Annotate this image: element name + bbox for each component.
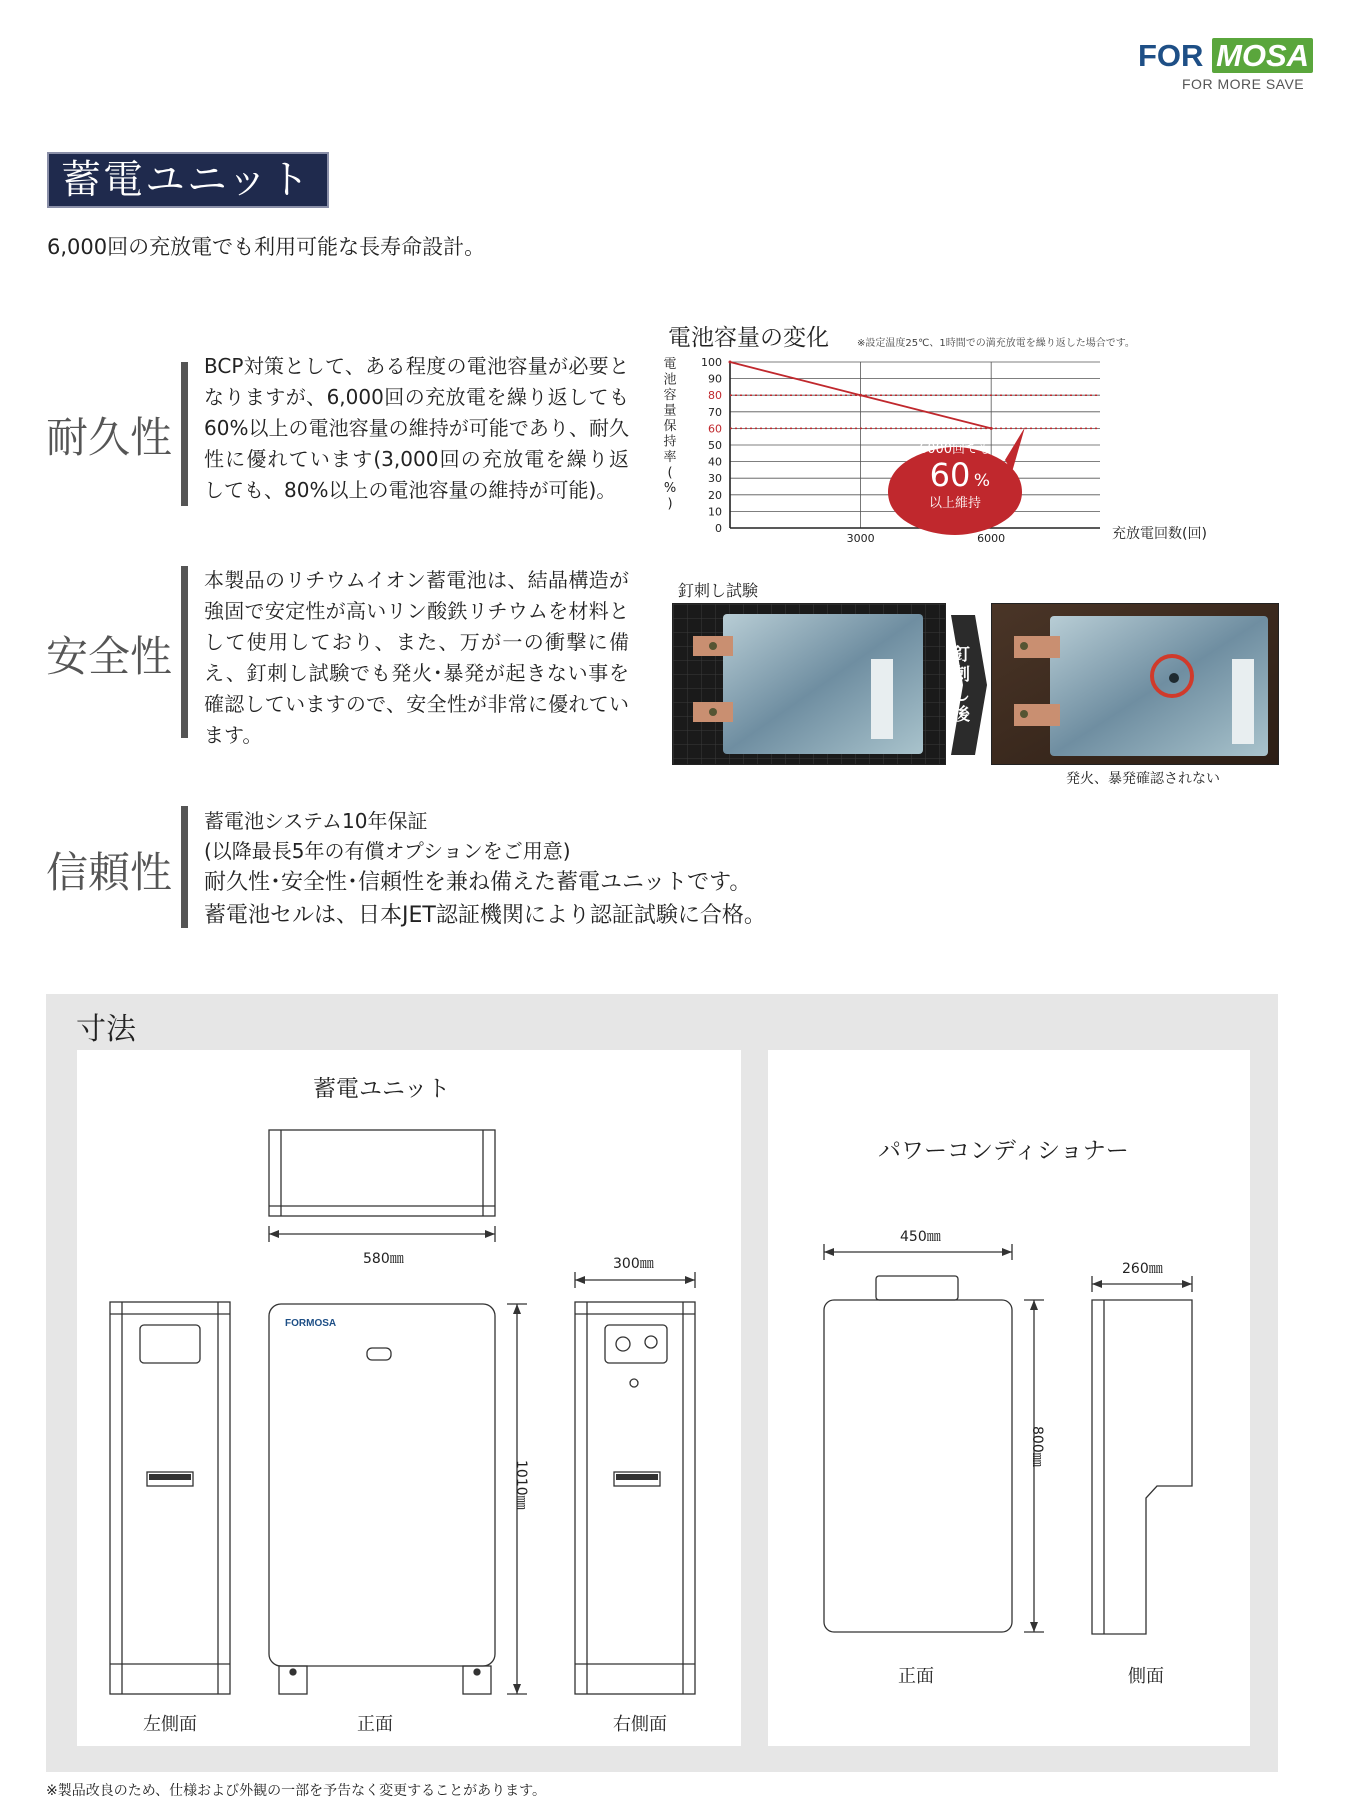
pcs-view-side: 側面 bbox=[1128, 1666, 1164, 1687]
feature-text-reliability bbox=[204, 806, 766, 932]
y-tick-label: 90 bbox=[708, 372, 722, 386]
battery-view-left: 左側面 bbox=[143, 1714, 197, 1735]
y-tick-label: 20 bbox=[708, 488, 722, 502]
pcs-view-front: 正面 bbox=[898, 1666, 934, 1687]
callout-value: 60 bbox=[929, 456, 971, 494]
nail-test-caption: 発火、暴発確認されない bbox=[1066, 771, 1220, 787]
reliability-line: (以降最長5年の有償オプションをご用意) bbox=[204, 839, 571, 863]
battery-view-front: 正面 bbox=[357, 1714, 393, 1735]
reliability-line: 蓄電池システム10年保証 bbox=[204, 809, 428, 833]
callout-unit: % bbox=[973, 471, 991, 491]
feature-divider bbox=[181, 566, 188, 738]
y-axis-label-char: 容 bbox=[663, 388, 677, 403]
x-tick-label: 6000 bbox=[977, 532, 1006, 545]
logo-wordmark bbox=[1138, 38, 1338, 74]
y-axis-label-char: 持 bbox=[663, 434, 677, 450]
y-tick-label: 100 bbox=[701, 356, 722, 369]
battery-depth-value: 300 bbox=[613, 1256, 640, 1272]
feature-text-durability: BCP対策として、ある程度の電池容量が必要となりますが、6,000回の充放電を繰り返しても60%以上の電池容量の維持が可能であり、耐久性に優れています(3,000回の充放電を繰り返しても、80%以上の電池容量の維持が可能)。 bbox=[204, 354, 629, 502]
feature-divider bbox=[181, 806, 188, 928]
feature-label-durability: 耐久性 bbox=[46, 413, 173, 462]
battery-photo-after bbox=[991, 603, 1279, 765]
y-tick-label: 50 bbox=[708, 439, 722, 452]
pcs-depth-value: 260 bbox=[1122, 1261, 1149, 1277]
feature-divider bbox=[181, 362, 188, 506]
logo-for: FOR bbox=[1138, 38, 1204, 73]
logo-tagline: FOR MORE SAVE bbox=[1182, 76, 1305, 92]
front-logo: FORMOSA bbox=[285, 1318, 337, 1329]
battery-photo-before bbox=[672, 603, 946, 765]
pcs-width-label bbox=[900, 1226, 941, 1246]
after-arrow-text: 釘刺し後 bbox=[953, 645, 970, 725]
feature-label-safety: 安全性 bbox=[46, 632, 173, 681]
feature-label-reliability: 信頼性 bbox=[46, 848, 173, 897]
series-point bbox=[990, 427, 993, 430]
battery-view-right: 右側面 bbox=[613, 1714, 667, 1735]
battery-depth-label bbox=[613, 1253, 654, 1273]
battery-height-value: 1010 bbox=[513, 1460, 529, 1496]
dimensions-title: 寸法 bbox=[76, 1012, 136, 1047]
battery-dimensions-card bbox=[77, 1050, 741, 1746]
logo-mosa: MOSA bbox=[1212, 38, 1313, 73]
series-point bbox=[729, 361, 732, 364]
series-point bbox=[859, 394, 862, 397]
y-axis-label-char: ( bbox=[667, 465, 673, 481]
section-subtitle: 6,000回の充放電でも利用可能な長寿命設計。 bbox=[47, 235, 486, 259]
x-axis-label: 充放電回数(回) bbox=[1112, 526, 1207, 542]
chart-title: 電池容量の変化 bbox=[668, 325, 829, 351]
battery-width-value: 580 bbox=[363, 1251, 390, 1267]
pcs-height-unit: ㎜ bbox=[1029, 1452, 1045, 1467]
y-tick-label: 10 bbox=[708, 505, 722, 519]
formosa-logo bbox=[1138, 38, 1338, 92]
reliability-line: 蓄電池セルは、日本JET認証機関により認証試験に合格。 bbox=[204, 903, 766, 928]
battery-width-label bbox=[363, 1248, 404, 1268]
y-axis-label-char: 池 bbox=[663, 372, 677, 388]
pcs-width-unit: ㎜ bbox=[926, 1229, 941, 1245]
battery-title: 蓄電ユニット bbox=[313, 1076, 451, 1102]
pcs-depth-unit: ㎜ bbox=[1148, 1261, 1163, 1277]
callout-line1: 6000回でも bbox=[918, 442, 992, 457]
pcs-dimensions-card bbox=[768, 1050, 1250, 1746]
pcs-depth-label bbox=[1122, 1258, 1163, 1278]
after-arrow bbox=[947, 615, 989, 755]
callout-line3: 以上維持 bbox=[928, 496, 982, 511]
pcs-width-value: 450 bbox=[900, 1229, 927, 1245]
battery-drawing bbox=[77, 1050, 741, 1746]
y-tick-label: 60 bbox=[708, 422, 722, 436]
y-tick-label: 0 bbox=[715, 522, 722, 535]
section-title: 蓄電ユニット bbox=[47, 152, 329, 208]
y-axis-label-char: 率 bbox=[663, 450, 677, 465]
y-tick-label: 70 bbox=[708, 405, 722, 419]
x-tick-label: 3000 bbox=[846, 532, 875, 545]
battery-depth-unit: ㎜ bbox=[639, 1256, 654, 1272]
y-axis-label-char: 電 bbox=[663, 357, 677, 372]
nail-test-label: 釘刺し試験 bbox=[678, 581, 759, 600]
pcs-height-label bbox=[1028, 1426, 1048, 1467]
pcs-title: パワーコンディショナー bbox=[878, 1138, 1129, 1164]
y-tick-label: 30 bbox=[708, 472, 722, 486]
y-axis-label-char: 保 bbox=[663, 419, 677, 434]
reliability-line: 耐久性･安全性･信頼性を兼ね備えた蓄電ユニットです。 bbox=[204, 870, 752, 895]
y-axis-label-char: ) bbox=[667, 496, 673, 512]
capacity-chart bbox=[660, 352, 1220, 552]
y-axis-label bbox=[663, 357, 676, 512]
battery-height-label bbox=[512, 1460, 532, 1510]
y-axis-label-char: % bbox=[663, 481, 677, 496]
y-tick-label: 80 bbox=[708, 389, 722, 403]
pcs-height-value: 800 bbox=[1029, 1426, 1045, 1453]
y-tick-label: 40 bbox=[708, 455, 722, 469]
footnote: ※製品改良のため、仕様および外観の一部を予告なく変更することがあります。 bbox=[46, 1783, 547, 1799]
feature-text-safety: 本製品のリチウムイオン蓄電池は、結晶構造が強固で安定性が高いリン酸鉄リチウムを材料として使用しており、また、万が一の衝撃に備え、釘刺し試験でも発火･暴発が起きない事を確認していますので、安全性が非常に優れています。 bbox=[204, 568, 629, 747]
pcs-drawing bbox=[768, 1050, 1250, 1746]
battery-height-unit: ㎜ bbox=[513, 1495, 529, 1510]
chart-note: ※設定温度25℃、1時間での満充放電を繰り返した場合です。 bbox=[857, 338, 1135, 349]
battery-width-unit: ㎜ bbox=[389, 1251, 404, 1267]
y-axis-label-char: 量 bbox=[663, 403, 677, 419]
chart-callout bbox=[888, 427, 1025, 535]
